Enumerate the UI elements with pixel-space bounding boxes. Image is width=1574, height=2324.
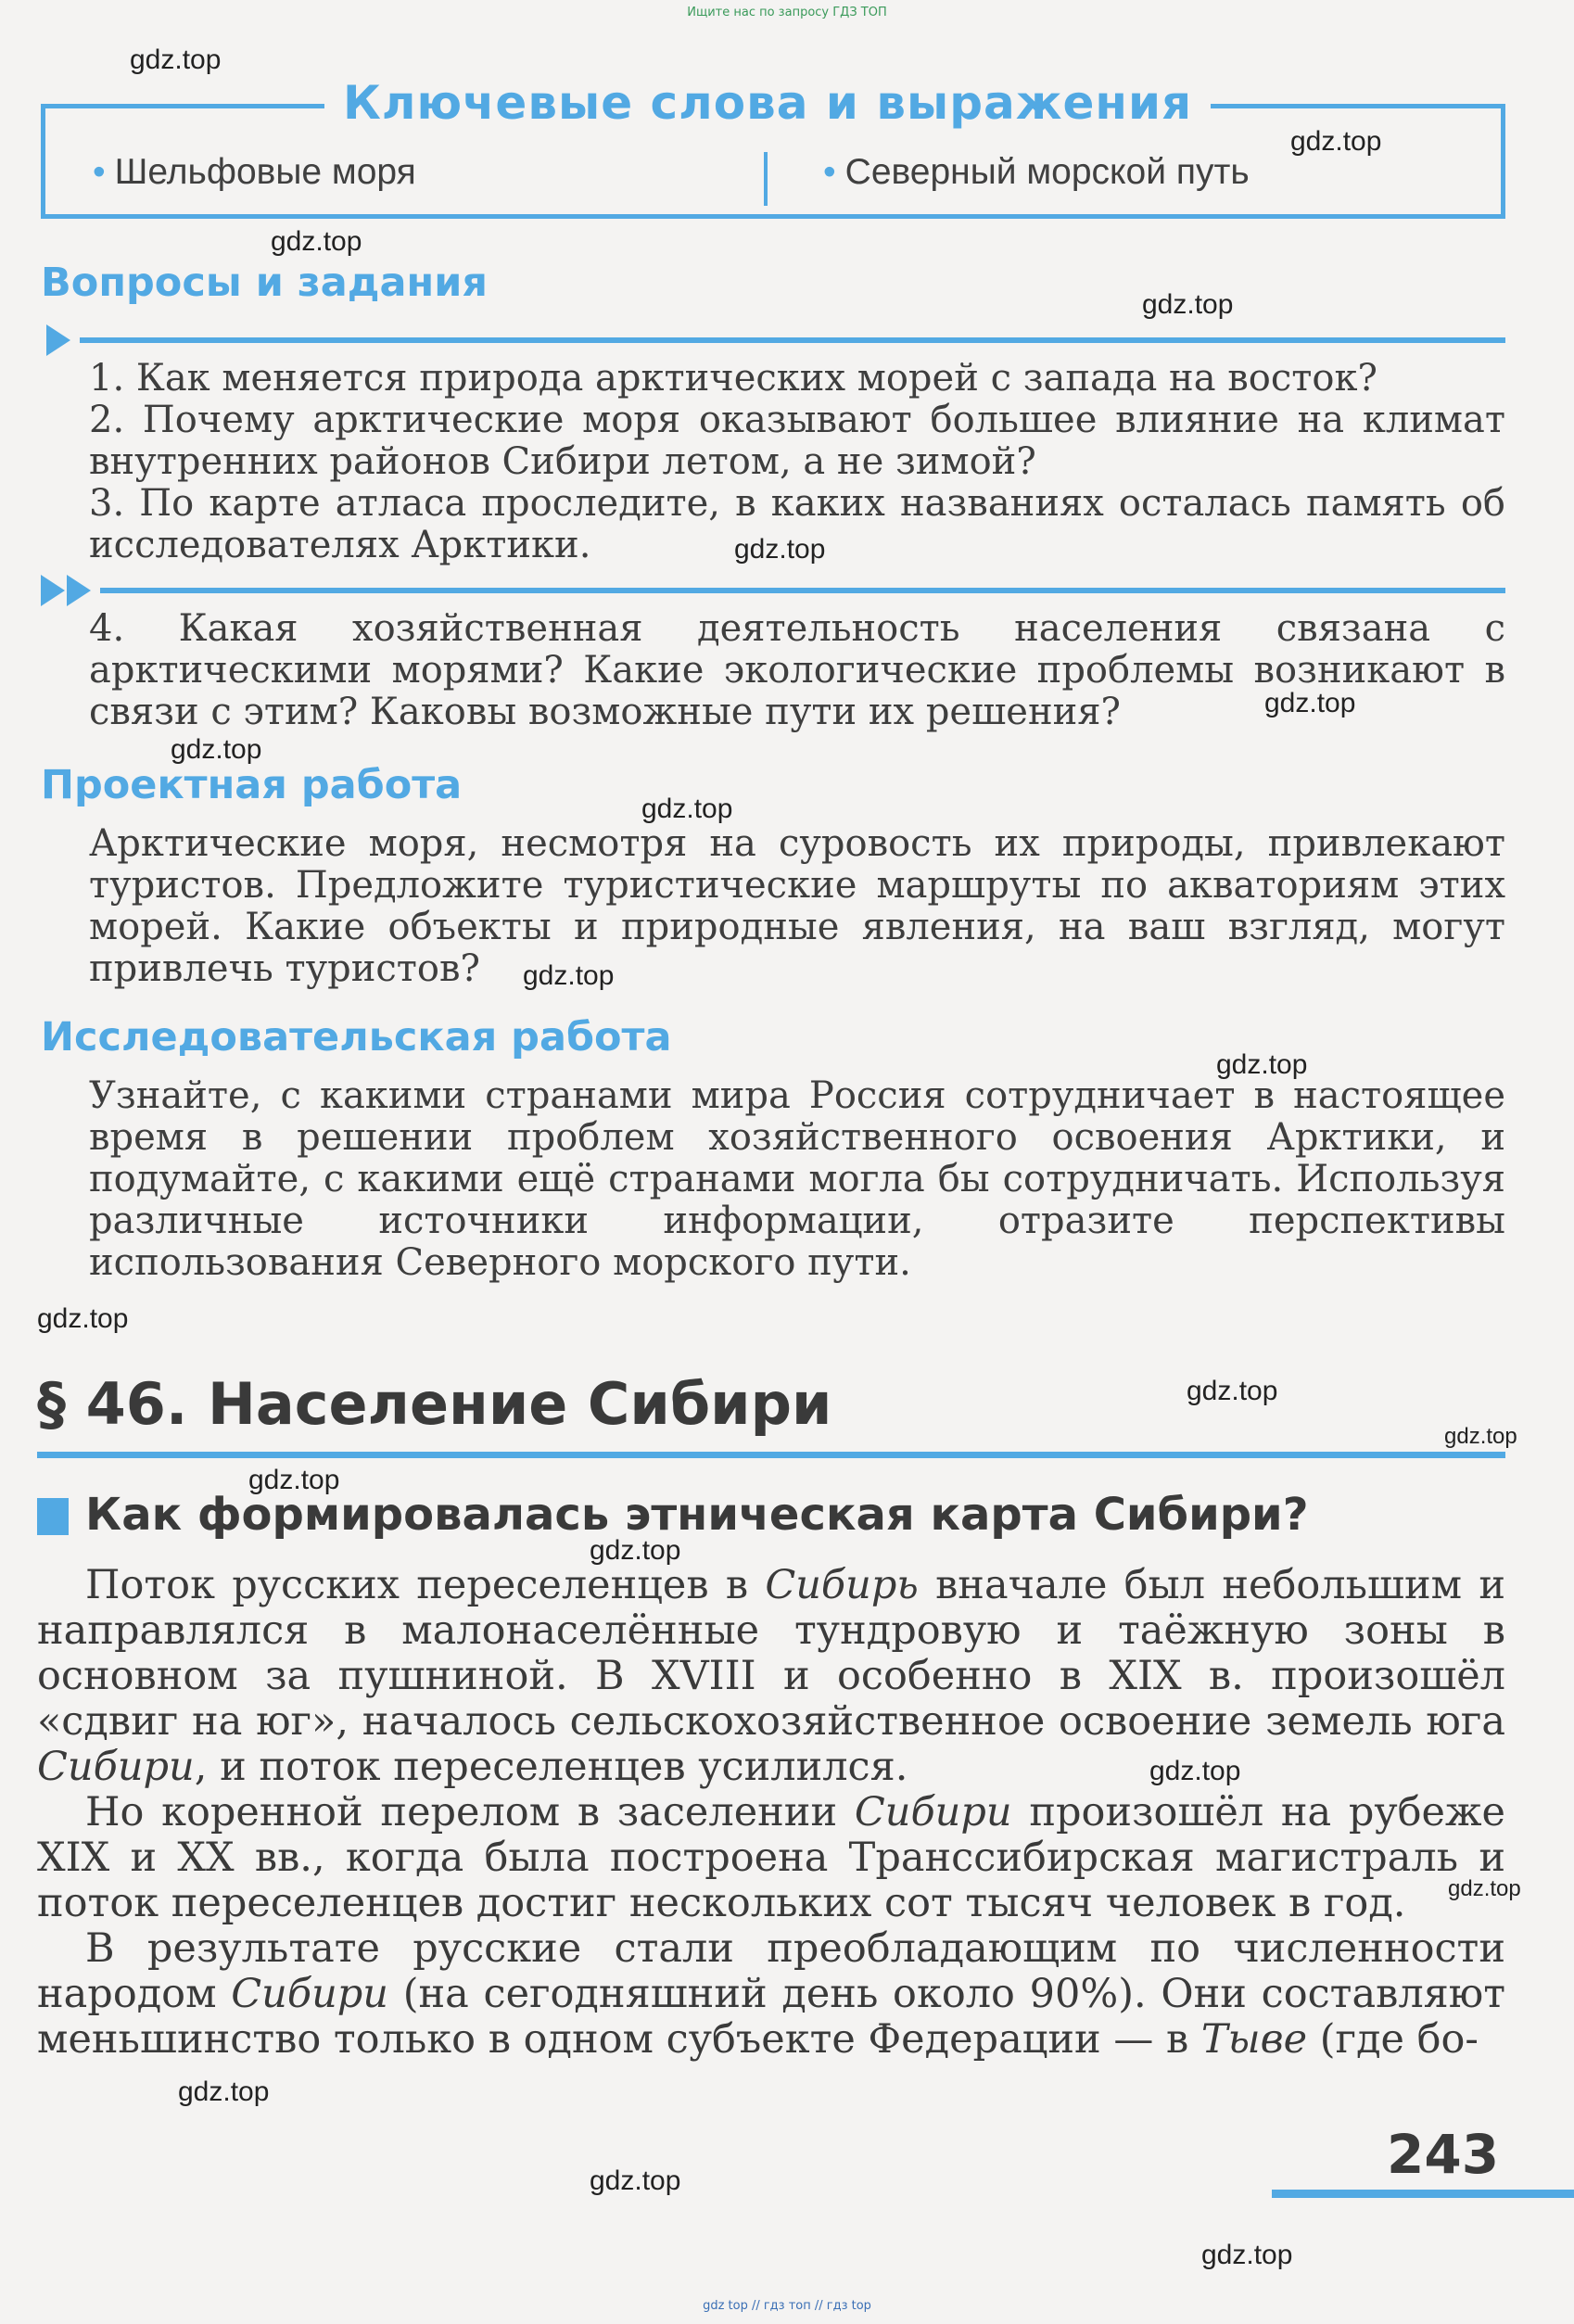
body-paragraph: Поток русских переселенцев в Сибирь вначале был небольшим и направлялся в малонаселённые тундровую и таёжную зоны в основном за пушниной. В XVIII и особенно в XIX в. произошёл «сдвиг на юг», началось сельскохозяйственное освоение земель юга Сибири, и поток переселенцев усилился. — [37, 1562, 1505, 1790]
watermark: gdz.top — [37, 1303, 129, 1334]
watermark: gdz.top — [1216, 1049, 1308, 1080]
watermark: gdz.top — [171, 734, 262, 765]
question-item: 3. По карте атласа проследите, в каких названиях осталась память об исследователях Арктики. — [89, 482, 1505, 566]
research-text: Узнайте, с какими странами мира Россия сотрудничает в настоящее время в решении проблем хозяйственного освоения Арктики, и подумайте, с какими ещё странами могла бы сотрудничать. Используя различные источники информации, отразите перспективы использования Северного морского пути. — [89, 1074, 1505, 1284]
keyword-item: • Северный морской путь — [823, 152, 1250, 192]
body-paragraph: Но коренной перелом в заселении Сибири произошёл на рубеже XIX и XX вв., когда была построена Транссибирская магистраль и поток переселенцев достиг нескольких сот тысяч человек в год. — [37, 1789, 1506, 1926]
watermark: gdz.top — [590, 1535, 681, 1566]
body-paragraph: В результате русские стали преобладающим по численности народом Сибири (на сегодняшний день около 90%). Они составляют меньшинство только в одном субъекте Федерации — в Тыве (где бо- — [37, 1925, 1505, 2063]
page-number: 243 — [1387, 2123, 1500, 2186]
level-two-marker-icon — [41, 575, 65, 606]
watermark: gdz.top — [734, 534, 826, 565]
keywords-divider — [764, 152, 768, 206]
watermark: gdz.top — [1149, 1756, 1241, 1786]
question-item: 4. Какая хозяйственная деятельность населения связана с арктическими морями? Какие экологические проблемы возникают в связи с этим? Каковы возможные пути их решения? — [89, 607, 1505, 733]
watermark: gdz.top — [1444, 1424, 1517, 1449]
watermark: gdz.top — [130, 44, 222, 75]
keyword-item: • Шельфовые моря — [93, 152, 416, 192]
section-rule — [80, 337, 1505, 343]
level-two-marker-icon — [67, 575, 91, 606]
watermark: gdz.top — [178, 2076, 270, 2107]
section-rule — [100, 588, 1505, 593]
bullet-icon: • — [823, 152, 836, 192]
watermark: gdz.top — [1264, 688, 1356, 718]
keywords-title: Ключевые слова и выражения — [324, 76, 1211, 130]
title-rule — [37, 1452, 1505, 1458]
top-note: Ищите нас по запросу ГДЗ ТОП — [687, 6, 887, 19]
watermark: gdz.top — [590, 2165, 681, 2196]
project-text: Арктические моря, несмотря на суровость их природы, привлекают туристов. Предложите туристические маршруты по акваториям этих морей. Какие объекты и природные явления, на ваш взгляд, могут привлечь туристов? — [89, 822, 1505, 990]
watermark: gdz.top — [1142, 289, 1234, 320]
watermark: gdz.top — [1448, 1876, 1521, 1901]
watermark: gdz.top — [1201, 2240, 1293, 2270]
questions-heading: Вопросы и задания — [41, 260, 488, 306]
watermark: gdz.top — [523, 960, 615, 991]
bottom-note: gdz top // гдз топ // гдз top — [703, 2299, 871, 2313]
watermark: gdz.top — [641, 794, 733, 824]
paragraph-title: § 46. Население Сибири — [37, 1370, 832, 1438]
level-one-marker-icon — [46, 324, 70, 356]
paragraph-subtitle: Как формировалась этническая карта Сибири? — [85, 1489, 1309, 1541]
watermark: gdz.top — [248, 1465, 340, 1495]
question-item: 2. Почему арктические моря оказывают большее влияние на климат внутренних районов Сибири летом, а не зимой? — [89, 399, 1505, 483]
page-number-rule — [1272, 2190, 1574, 2198]
watermark: gdz.top — [271, 226, 362, 257]
paragraph-body — [37, 1563, 1505, 2063]
research-heading: Исследовательская работа — [41, 1014, 672, 1060]
project-heading: Проектная работа — [41, 762, 463, 808]
question-item: 1. Как меняется природа арктических морей с запада на восток? — [89, 357, 1377, 400]
bullet-icon: • — [93, 152, 106, 192]
watermark: gdz.top — [1187, 1376, 1278, 1406]
subheading-square-icon — [37, 1498, 69, 1535]
watermark: gdz.top — [1290, 126, 1382, 157]
